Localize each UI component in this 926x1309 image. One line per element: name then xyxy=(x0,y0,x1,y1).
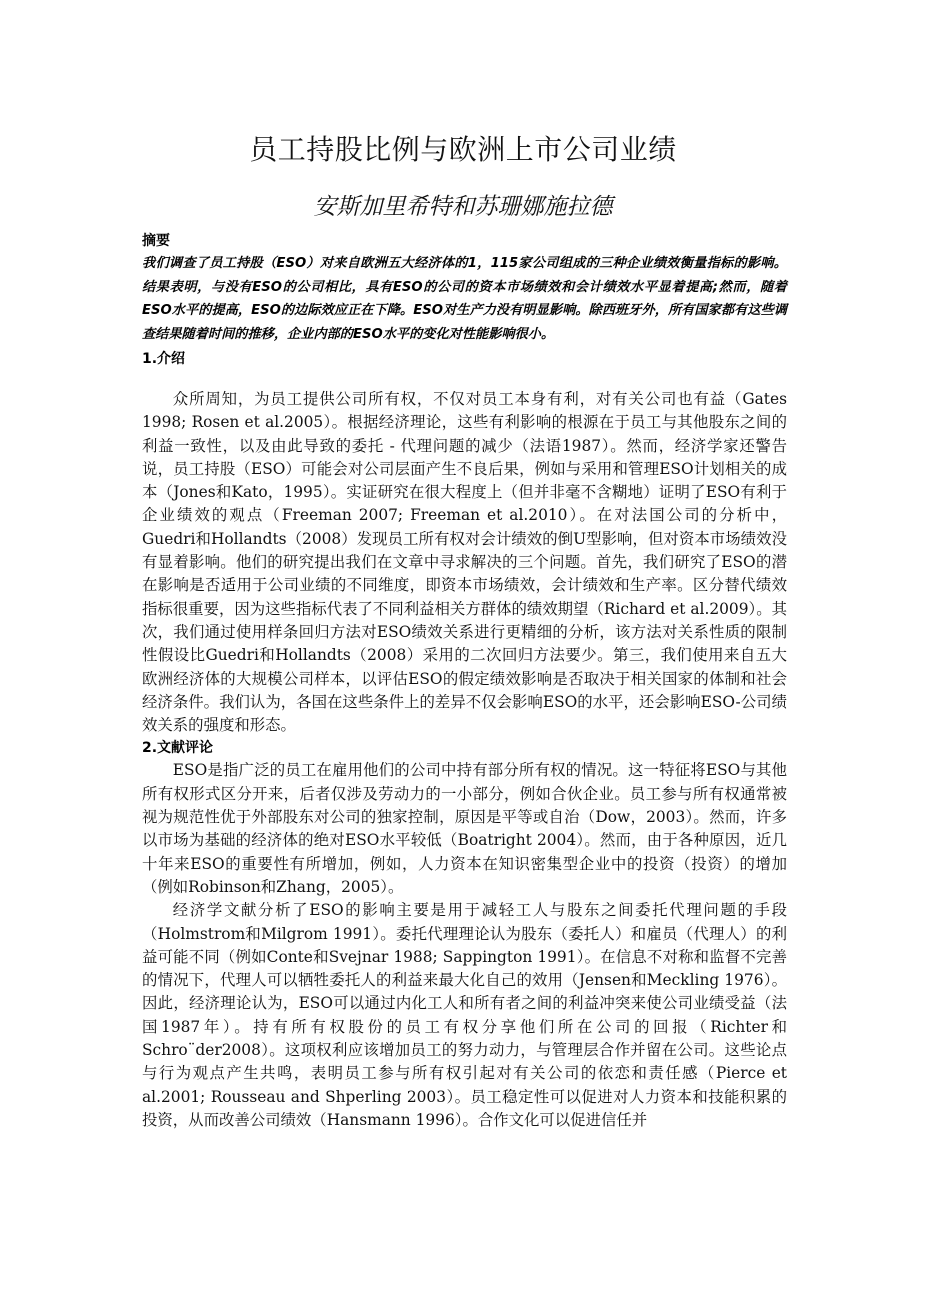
section-heading-literature-review: 2.文献评论 xyxy=(142,740,214,757)
abstract-text: 我们调查了员工持股（ESO）对来自欧洲五大经济体的1，115家公司组成的三种企业绩效衡量指标的影响。结果表明，与没有ESO的公司相比，具有ESO的公司的资本市场绩效和会计绩效水平显着提高;然而，随着ESO水平的提高，ESO的边际效应正在下降。ESO对生产力没有明显影响。除西班牙外，所有国家都有这些调查结果随着时间的推移，企业内部的ESO水平的变化对性能影响很小。 xyxy=(142,256,787,342)
abstract-heading: 摘要 xyxy=(142,233,170,249)
introduction-paragraph: 众所周知，为员工提供公司所有权，不仅对员工本身有利，对有关公司也有益（Gates 1998; Rosen et al.2005）。根据经济理论，这些有利影响的根源在于员工与其他股东之间的利益一致性，以及由此导致的委托 - 代理问题的减少（法语1987）。然而，经济学家还警告说，员工持股（ESO）可能会对公司层面产生不良后果，例如与采用和管理ESO计划相关的成本（Jones和Kato，1995）。实证研究在很大程度上（但并非毫不含糊地）证明了ESO有利于企业绩效的观点（Freeman 2007; Freeman et al.2010）。在对法国公司的分析中，Guedri和Hollandts（2008）发现员工所有权对会计绩效的倒U型影响，但对资本市场绩效没有显着影响。他们的研究提出我们在文章中寻求解决的三个问题。首先，我们研究了ESO的潜在影响是否适用于公司业绩的不同维度，即资本市场绩效，会计绩效和生产率。区分替代绩效指标很重要，因为这些指标代表了不同利益相关方群体的绩效期望（Richard et al.2009）。其次，我们通过使用样条回归方法对ESO绩效关系进行更精细的分析，该方法对关系性质的限制性假设比Guedri和Hollandts（2008）采用的二次回归方法要少。第三，我们使用来自五大欧洲经济体的大规模公司样本，以评估ESO的假定绩效影响是否取决于相关国家的体制和社会经济条件。我们认为，各国在这些条件上的差异不仅会影响ESO的水平，还会影响ESO-公司绩效关系的强度和形态。 xyxy=(142,390,787,735)
paper-body xyxy=(142,230,787,1132)
literature-review-paragraph-1: ESO是指广泛的员工在雇用他们的公司中持有部分所有权的情况。这一特征将ESO与其他所有权形式区分开来，后者仅涉及劳动力的一小部分，例如合伙企业。员工参与所有权通常被视为规范性优于外部股东对公司的独家控制，原因是平等或自治（Dow，2003）。然而，许多以市场为基础的经济体的绝对ESO水平较低（Boatright 2004）。然而，由于各种原因，近几十年来ESO的重要性有所增加，例如，人力资本在知识密集型企业中的投资（投资）的增加（例如Robinson和Zhang，2005）。 xyxy=(142,761,787,896)
section-heading-introduction: 1.介绍 xyxy=(142,351,186,367)
paper-title: 员工持股比例与欧洲上市公司业绩 xyxy=(249,133,677,166)
paper-authors: 安斯加里希特和苏珊娜施拉德 xyxy=(313,194,613,220)
literature-review-paragraph-2: 经济学文献分析了ESO的影响主要是用于减轻工人与股东之间委托代理问题的手段（Holmstrom和Milgrom 1991）。委托代理理论认为股东（委托人）和雇员（代理人）的利益可能不同（例如Conte和Svejnar 1988; Sappington 1991）。在信息不对称和监督不完善的情况下，代理人可以牺牲委托人的利益来最大化自己的效用（Jensen和Meckling 1976）。因此，经济理论认为，ESO可以通过内化工人和所有者之间的利益冲突来使公司业绩受益（法国1987年）。持有所有权股份的员工有权分享他们所在公司的回报（Richter和Schro¨der2008）。这项权利应该增加员工的努力动力，与管理层合作并留在公司。这些论点与行为观点产生共鸣，表明员工参与所有权引起对有关公司的依恋和责任感（Pierce et al.2001; Rousseau and Shperling 2003）。员工稳定性可以促进对人力资本和技能积累的投资，从而改善公司绩效（Hansmann 1996）。合作文化可以促进信任并 xyxy=(142,901,787,1129)
